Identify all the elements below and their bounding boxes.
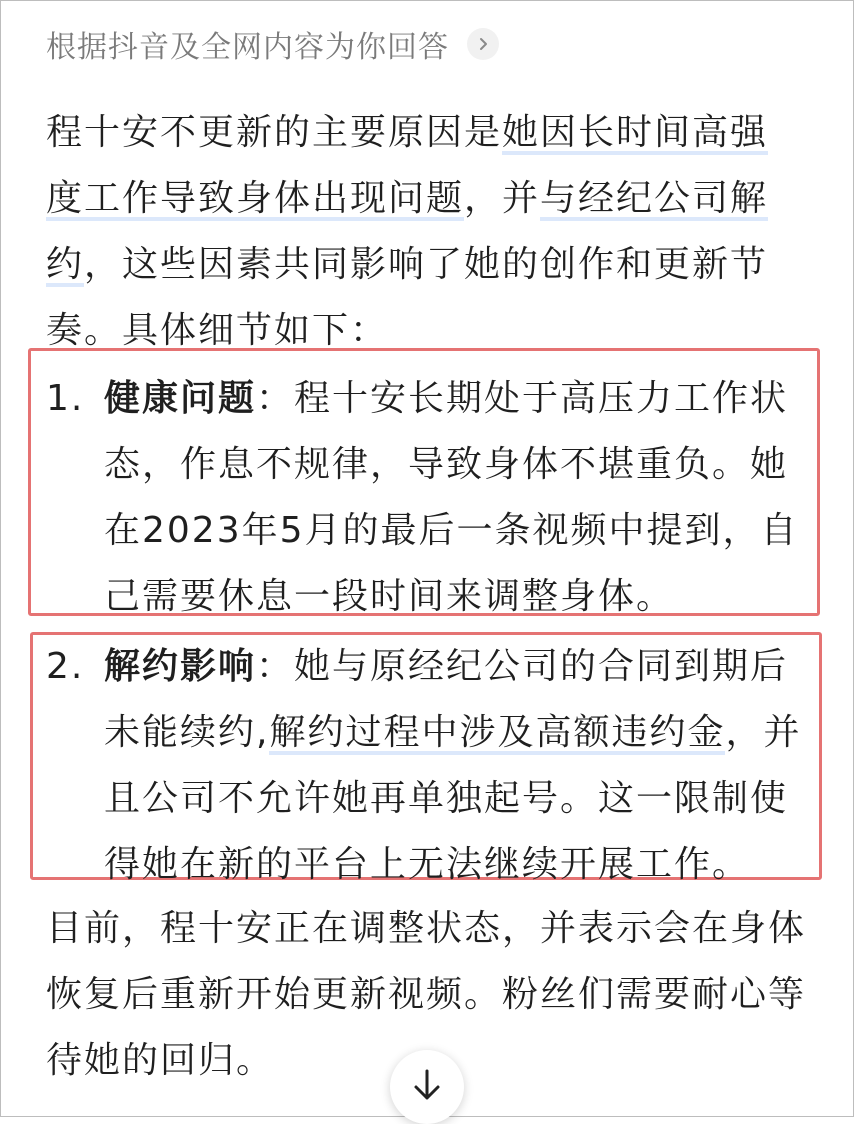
outro-paragraph: 目前，程十安正在调整状态，并表示会在身体恢复后重新开始更新视频。粉丝们需要耐心等待她的回归。 — [46, 908, 807, 1081]
source-label: 根据抖音及全网内容为你回答 — [46, 30, 449, 65]
intro-paragraph — [46, 100, 806, 364]
intro-mid: ，并 — [464, 178, 541, 219]
intro-highlight-health[interactable]: 她因长时间高强度工作导致身体出现问题 — [46, 112, 769, 219]
list-item-tail: ，并且公司不允许她再单独起号。这一限制使得她在新的平台上无法继续开展工作。 — [104, 712, 802, 885]
list-item-text: ：程十安长期处于高压力工作状态，作息不规律，导致身体不堪重负。她在2023年5月的最后一条视频中提到，自己需要休息一段时间来调整身体。 — [104, 378, 799, 617]
list-item-body — [104, 366, 816, 630]
list-item-title: 解约影响 — [104, 646, 257, 687]
list-item-lead: ：她与原经纪公司的合同到期后未能续约, — [104, 646, 789, 753]
arrow-down-icon — [412, 1068, 442, 1106]
list-item-body — [104, 634, 816, 898]
scroll-down-button[interactable] — [390, 1050, 464, 1124]
intro-lead: 程十安不更新的主要原因是 — [46, 112, 503, 153]
list-item-highlight[interactable]: 解约过程中涉及高额违约金 — [269, 712, 726, 753]
source-attribution[interactable] — [46, 22, 499, 66]
list-item-title: 健康问题 — [104, 378, 257, 419]
intro-tail: ，这些因素共同影响了她的创作和更新节奏。具体细节如下： — [46, 244, 769, 351]
chevron-right-icon[interactable] — [467, 28, 499, 60]
list-item-number: 2. — [46, 646, 85, 687]
list-item-number: 1. — [46, 378, 85, 419]
intro-highlight-contract[interactable]: 与经纪公司解约 — [46, 178, 769, 285]
